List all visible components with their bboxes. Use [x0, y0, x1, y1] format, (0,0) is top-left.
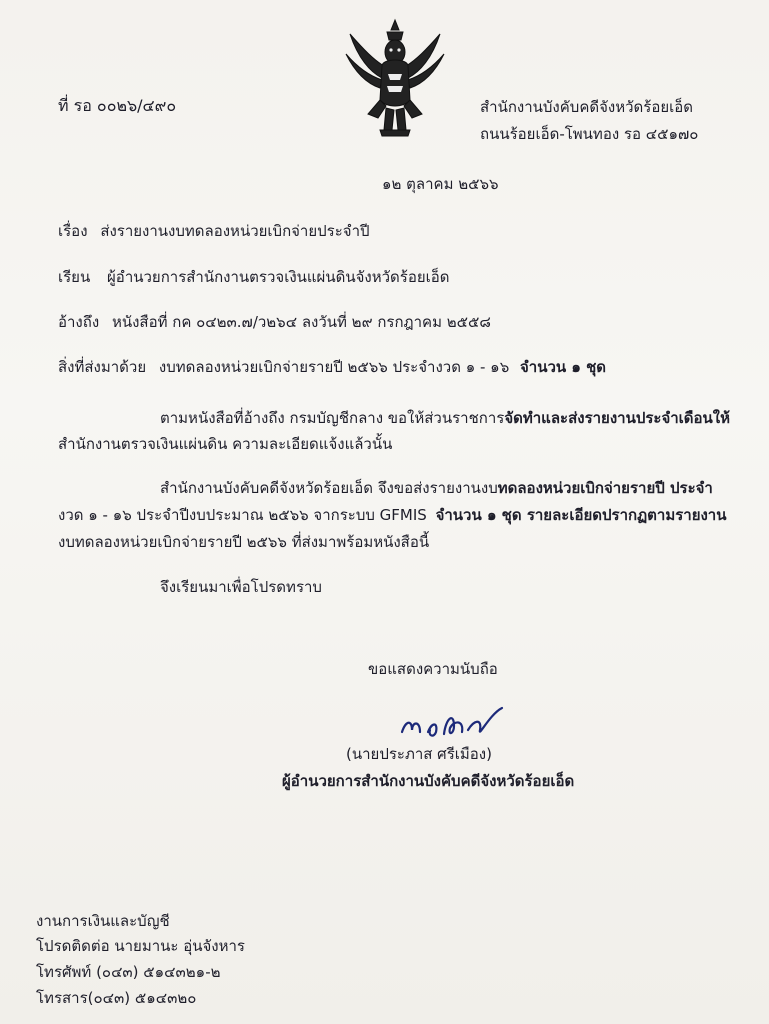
paragraph-2-line-1 [160, 478, 713, 498]
letter-date: ๑๒ ตุลาคม ๒๕๖๖ [382, 175, 499, 193]
enclosure-label: สิ่งที่ส่งมาด้วย [58, 358, 147, 376]
paragraph-1-line-1 [160, 408, 730, 428]
recipient-line [58, 267, 450, 287]
subject-line [58, 221, 370, 241]
paragraph-2-text-a: สำนักงานบังคับคดีจังหวัดร้อยเอ็ด จึงขอส่งรายงานงบ [160, 479, 498, 497]
recipient-text: ผู้อำนวยการสำนักงานตรวจเงินแผ่นดินจังหวัดร้อยเอ็ด [107, 268, 450, 286]
paragraph-2-text-b: ทดลองหน่วยเบิกจ่ายรายปี ประจำ [497, 479, 713, 497]
paragraph-2-line-3: งบทดลองหน่วยเบิกจ่ายรายปี ๒๕๖๖ ที่ส่งมาพร้อมหนังสือนี้ [58, 533, 430, 551]
closing-salutation: ขอแสดงความนับถือ [368, 660, 498, 678]
reference-text: หนังสือที่ กค ๐๔๒๓.๗/ว๒๖๔ ลงวันที่ ๒๙ กรกฎาคม ๒๕๕๘ [111, 313, 491, 331]
reference-label: อ้างถึง [58, 313, 100, 331]
reference-number: ที่ รอ ๐๐๒๖/๔๙๐ [58, 96, 177, 115]
subject-label: เรื่อง [58, 222, 88, 240]
footer-fax: โทรสาร(๐๔๓) ๕๑๔๓๒๐ [36, 989, 197, 1007]
reference-line [58, 312, 491, 332]
footer-contact: โปรดติดต่อ นายมานะ อุ่นจังหาร [36, 937, 245, 955]
signatory-position: ผู้อำนวยการสำนักงานบังคับคดีจังหวัดร้อยเอ็ด [282, 772, 575, 790]
handwritten-signature [398, 702, 510, 744]
office-address: ถนนร้อยเอ็ด-โพนทอง รอ ๔๕๑๗๐ [480, 125, 699, 143]
enclosure-quantity: จำนวน ๑ ชุด [520, 358, 607, 376]
paragraph-1-text-b: จัดทำและส่งรายงานประจำเดือนให้ [504, 409, 731, 427]
closing-sentence: จึงเรียนมาเพื่อโปรดทราบ [160, 578, 322, 596]
recipient-label: เรียน [58, 268, 91, 286]
signatory-name: (นายประภาส ศรีเมือง) [346, 745, 492, 763]
paragraph-2-line-2 [58, 505, 727, 525]
enclosure-text: งบทดลองหน่วยเบิกจ่ายรายปี ๒๕๖๖ ประจำงวด ๑ - ๑๖ [158, 358, 510, 376]
garuda-emblem-icon [340, 14, 450, 138]
paragraph-2-text-d: จำนวน ๑ ชุด รายละเอียดปรากฏตามรายงาน [435, 506, 727, 524]
paragraph-2-text-c: งวด ๑ - ๑๖ ประจำปีงบประมาณ ๒๕๖๖ จากระบบ GFMIS [58, 506, 427, 524]
subject-text: ส่งรายงานงบทดลองหน่วยเบิกจ่ายประจำปี [100, 222, 370, 240]
footer-phone: โทรศัพท์ (๐๔๓) ๕๑๔๓๒๑-๒ [36, 963, 221, 981]
office-name: สำนักงานบังคับคดีจังหวัดร้อยเอ็ด [480, 98, 693, 116]
enclosure-line [58, 357, 606, 377]
footer-department: งานการเงินและบัญชี [36, 912, 170, 930]
paragraph-1-line-2: สำนักงานตรวจเงินแผ่นดิน ความละเอียดแจ้งแล้วนั้น [58, 435, 393, 453]
paragraph-1-text-a: ตามหนังสือที่อ้างถึง กรมบัญชีกลาง ขอให้ส่วนราชการ [160, 409, 505, 427]
